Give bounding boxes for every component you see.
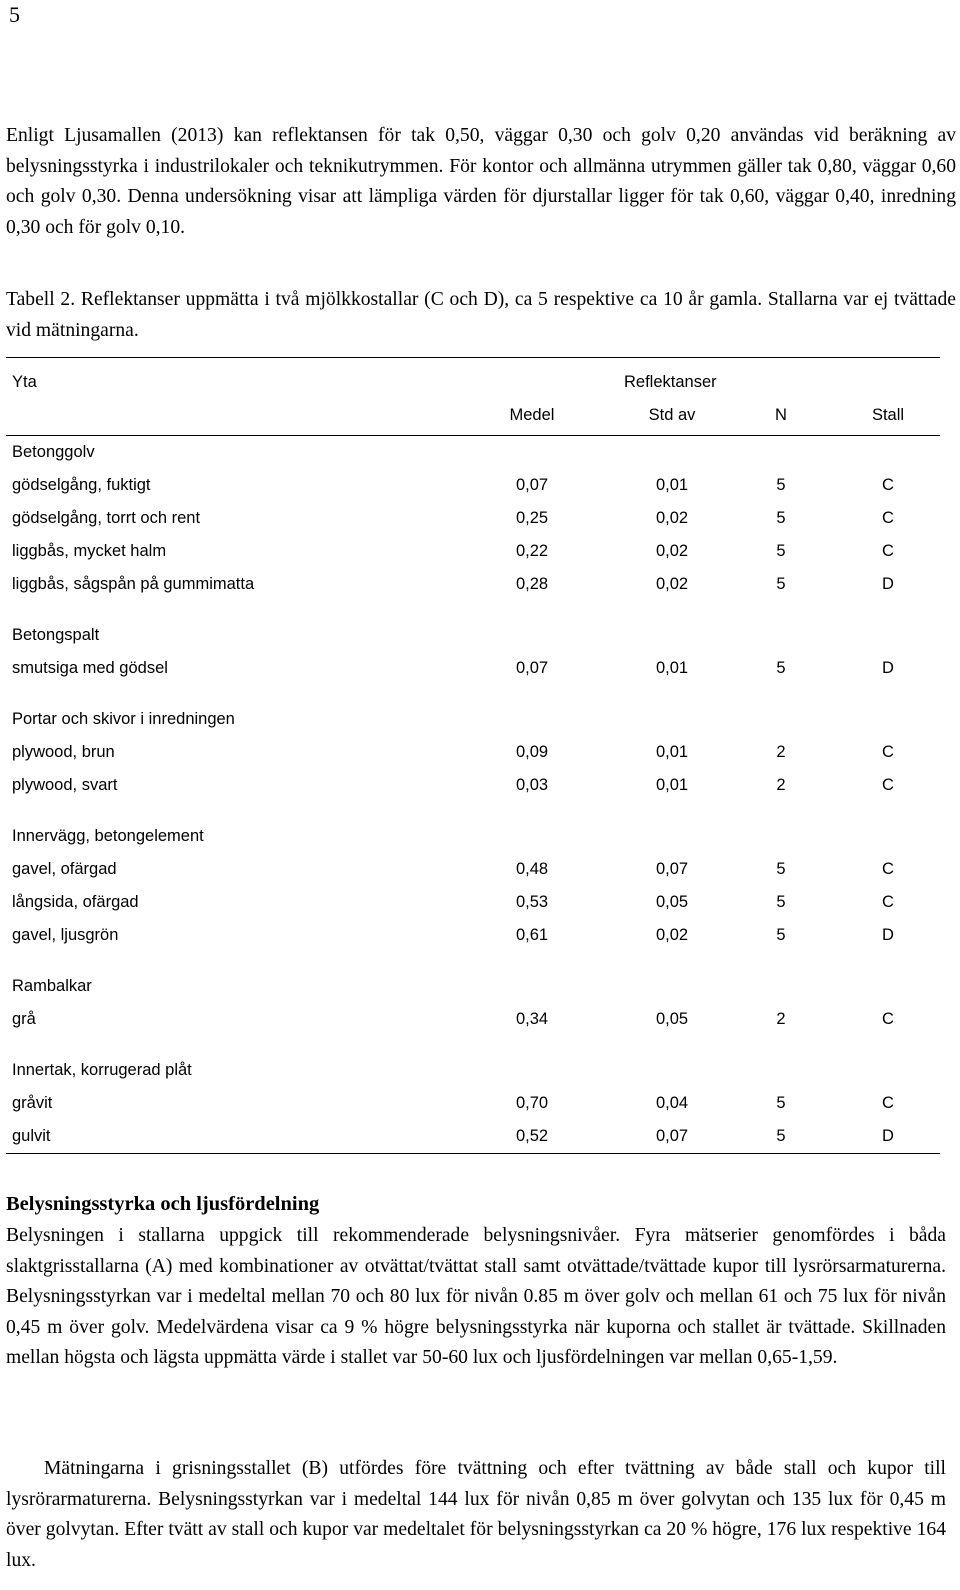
row-std-av: 0,01 bbox=[655, 776, 689, 794]
table-row bbox=[6, 769, 940, 802]
header-stall: Stall bbox=[871, 406, 905, 424]
row-label: grå bbox=[12, 1010, 36, 1028]
row-medel: 0,52 bbox=[515, 1127, 549, 1145]
table-row bbox=[6, 535, 940, 568]
row-n: 2 bbox=[776, 743, 786, 761]
row-std-av: 0,07 bbox=[655, 1127, 689, 1145]
row-stall: C bbox=[882, 476, 894, 494]
table-row bbox=[6, 1003, 940, 1036]
table-row bbox=[6, 568, 940, 601]
row-label: liggbås, sågspån på gummimatta bbox=[12, 575, 255, 593]
body-paragraph-2: Mätningarna i grisningsstallet (B) utfördes före tvättning och efter tvättning av både stall och kupor till lysrörarmaturerna. Belysningsstyrkan var i medeltal 144 lux för nivån 0,85 m över golvytan och 135 lux för 0,45 m över golvytan. Efter tvätt av stall och kupor var medeltalet för belysningsstyrkan ca 20 % högre, 176 lux respektive 164 lux. bbox=[6, 1458, 946, 1571]
table-header bbox=[6, 358, 940, 436]
row-n: 2 bbox=[776, 1010, 786, 1028]
table-caption: Tabell 2. Reflektanser uppmätta i två mjölkkostallar (C och D), ca 5 respektive ca 10 år gamla. Stallarna var ej tvättade vid mätningarna. bbox=[6, 289, 956, 341]
row-stall: D bbox=[882, 659, 894, 677]
row-medel: 0,70 bbox=[515, 1094, 549, 1112]
row-std-av: 0,04 bbox=[655, 1094, 689, 1112]
row-label: gråvit bbox=[12, 1094, 53, 1112]
header-std-av: Std av bbox=[648, 406, 696, 424]
row-stall: D bbox=[882, 926, 894, 944]
row-std-av: 0,02 bbox=[655, 542, 689, 560]
row-medel: 0,07 bbox=[515, 659, 549, 677]
row-medel: 0,22 bbox=[515, 542, 549, 560]
page-number: 5 bbox=[9, 2, 20, 27]
row-std-av: 0,01 bbox=[655, 659, 689, 677]
table-row bbox=[6, 502, 940, 535]
row-label: plywood, svart bbox=[12, 776, 118, 794]
table-group-heading: Portar och skivor i inredningen bbox=[12, 710, 235, 728]
row-std-av: 0,01 bbox=[655, 476, 689, 494]
row-medel: 0,09 bbox=[515, 743, 549, 761]
row-stall: C bbox=[882, 509, 894, 527]
row-n: 5 bbox=[776, 1127, 786, 1145]
table-group-heading: Rambalkar bbox=[12, 977, 92, 995]
row-std-av: 0,02 bbox=[655, 509, 689, 527]
row-label: liggbås, mycket halm bbox=[12, 542, 167, 560]
row-std-av: 0,02 bbox=[655, 926, 689, 944]
row-stall: C bbox=[882, 743, 894, 761]
table-row bbox=[6, 1087, 940, 1120]
group-spacer bbox=[6, 952, 940, 970]
row-label: gavel, ljusgrön bbox=[12, 926, 119, 944]
table-row bbox=[6, 853, 940, 886]
row-n: 2 bbox=[776, 776, 786, 794]
row-std-av: 0,01 bbox=[655, 743, 689, 761]
row-n: 5 bbox=[776, 575, 786, 593]
section-title: Belysningsstyrka och ljusfördelning bbox=[6, 1193, 320, 1215]
row-n: 5 bbox=[776, 860, 786, 878]
row-medel: 0,53 bbox=[515, 893, 549, 911]
table-row bbox=[6, 652, 940, 685]
table-row bbox=[6, 919, 940, 952]
row-n: 5 bbox=[776, 659, 786, 677]
table-body bbox=[6, 436, 940, 1153]
row-medel: 0,28 bbox=[515, 575, 549, 593]
table-group-heading: Betongspalt bbox=[12, 626, 100, 644]
row-stall: C bbox=[882, 893, 894, 911]
row-label: gödselgång, fuktigt bbox=[12, 476, 151, 494]
row-label: smutsiga med gödsel bbox=[12, 659, 168, 677]
row-std-av: 0,07 bbox=[655, 860, 689, 878]
row-std-av: 0,02 bbox=[655, 575, 689, 593]
row-medel: 0,03 bbox=[515, 776, 549, 794]
row-label: gödselgång, torrt och rent bbox=[12, 509, 201, 527]
body-paragraph-1: Belysningen i stallarna uppgick till rekommenderade belysningsnivåer. Fyra mätserier genomfördes i båda slaktgrisstallarna (A) med kombinationer av otvättat/tvättat stall samt otvättade/tvättade kupor till lysrörsarmaturerna. Belysningsstyrkan var i medeltal mellan 70 och 80 lux för nivån 0.85 m över golv och mellan 61 och 75 lux för nivån 0,45 m över golv. Medelvärdena visar ca 9 % högre belysningsstyrka när kuporna och stallet är tvättade. Skillnaden mellan högsta och lägsta uppmätta värde i stallet var 50-60 lux och ljusfördelningen var mellan 0,65-1,59. bbox=[6, 1225, 946, 1368]
row-stall: D bbox=[882, 575, 894, 593]
header-yta: Yta bbox=[12, 373, 37, 391]
row-n: 5 bbox=[776, 893, 786, 911]
row-stall: C bbox=[882, 776, 894, 794]
row-medel: 0,34 bbox=[515, 1010, 549, 1028]
row-stall: C bbox=[882, 1010, 894, 1028]
table-group-heading: Innertak, korrugerad plåt bbox=[12, 1061, 192, 1079]
header-reflektanser: Reflektanser bbox=[624, 373, 717, 391]
row-medel: 0,61 bbox=[515, 926, 549, 944]
row-medel: 0,25 bbox=[515, 509, 549, 527]
row-medel: 0,07 bbox=[515, 476, 549, 494]
table-row bbox=[6, 1120, 940, 1153]
reflectance-table bbox=[6, 357, 940, 1154]
row-stall: C bbox=[882, 860, 894, 878]
row-n: 5 bbox=[776, 1094, 786, 1112]
row-std-av: 0,05 bbox=[655, 893, 689, 911]
row-stall: C bbox=[882, 542, 894, 560]
row-label: långsida, ofärgad bbox=[12, 893, 139, 911]
row-label: gavel, ofärgad bbox=[12, 860, 117, 878]
group-spacer bbox=[6, 685, 940, 703]
row-n: 5 bbox=[776, 926, 786, 944]
table-group-heading: Betonggolv bbox=[12, 443, 95, 461]
row-n: 5 bbox=[776, 509, 786, 527]
table-group-heading: Innervägg, betongelement bbox=[12, 827, 204, 845]
row-std-av: 0,05 bbox=[655, 1010, 689, 1028]
table-row bbox=[6, 886, 940, 919]
row-medel: 0,48 bbox=[515, 860, 549, 878]
row-label: gulvit bbox=[12, 1127, 51, 1145]
intro-paragraph: Enligt Ljusamallen (2013) kan reflektansen för tak 0,50, väggar 0,30 och golv 0,20 användas vid beräkning av belysningsstyrka i industrilokaler och teknikutrymmen. För kontor och allmänna utrymmen gäller tak 0,80, väggar 0,60 och golv 0,30. Denna undersökning visar att lämpliga värden för djurstallar ligger för tak 0,60, väggar 0,40, inredning 0,30 och för golv 0,10. bbox=[6, 125, 956, 238]
row-label: plywood, brun bbox=[12, 743, 115, 761]
row-stall: D bbox=[882, 1127, 894, 1145]
table-row bbox=[6, 469, 940, 502]
row-n: 5 bbox=[776, 542, 786, 560]
table-row bbox=[6, 736, 940, 769]
header-medel: Medel bbox=[509, 406, 555, 424]
row-stall: C bbox=[882, 1094, 894, 1112]
group-spacer bbox=[6, 1036, 940, 1054]
group-spacer bbox=[6, 802, 940, 820]
row-n: 5 bbox=[776, 476, 786, 494]
group-spacer bbox=[6, 601, 940, 619]
header-n: N bbox=[775, 406, 787, 424]
